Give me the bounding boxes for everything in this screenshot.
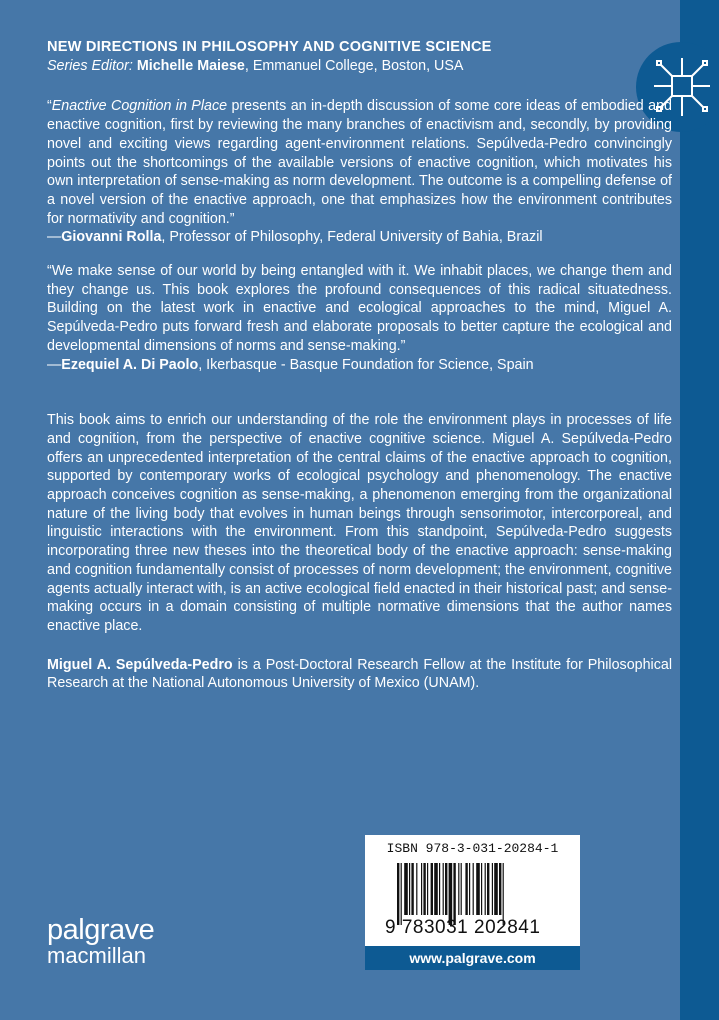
barcode-bar: [416, 863, 417, 915]
publisher-logo: [47, 914, 155, 968]
barcode-bar: [434, 863, 438, 915]
endorser-affiliation: , Professor of Philosophy, Federal University of Bahia, Brazil: [161, 229, 543, 246]
quote-text: presents an in-depth discussion of some core ideas of embodied and enactive cognition, first by reviewing the many branches of enactivism and, secondly, by providing novel and exciting views regarding agent-environment relations. Sepúlveda-Pedro convincingly points out the shortcomings of the available versions of enactive cognition, which motivates his own interpretation of sense-making as norm development. The outcome is a compelling defense of a novel version of the enactive approach, one that emphasizes how the environment contributes for normativity and cognition.”: [47, 98, 672, 227]
barcode-bar: [499, 863, 501, 915]
series-title: NEW DIRECTIONS IN PHILOSOPHY AND COGNITIVE SCIENCE: [47, 39, 492, 55]
endorser-name: Giovanni Rolla: [61, 229, 162, 246]
barcode-bar: [411, 863, 413, 915]
barcode-bar: [494, 863, 498, 915]
endorsement-quote-2: “We make sense of our world by being entangled with it. We inhabit places, we change them and they change us. This book explores the profound consequences of this radical situatedness. Building on the latest work in enactive and ecological approaches to the mind, Miguel A. Sepúlveda-Pedro puts forward fresh and elaborate proposals to better capture the ecological and developmental dimensions of norms and sense-making.”: [47, 263, 672, 354]
author-name: Miguel A. Sepúlveda-Pedro: [47, 656, 233, 673]
book-title: Enactive Cognition in Place: [51, 98, 228, 115]
editor-name: Michelle Maiese: [136, 57, 245, 74]
barcode-bar: [481, 863, 482, 915]
barcode-bar: [427, 863, 428, 915]
barcode-bar: [397, 863, 399, 925]
editor-affiliation: , Emmanuel College, Boston, USA: [244, 57, 464, 74]
series-editor: [47, 57, 672, 76]
endorser-name: Ezequiel A. Di Paolo: [61, 356, 199, 373]
barcode-bar: [423, 863, 425, 915]
quote-mark: “: [47, 98, 52, 115]
barcode-bar: [487, 863, 489, 915]
barcode-bar: [461, 863, 462, 915]
logo-line-1: palgrave: [47, 914, 155, 946]
barcode-bar: [492, 863, 493, 915]
barcode-bar: [503, 863, 504, 925]
barcode-bar: [476, 863, 480, 915]
barcode-bar: [439, 863, 440, 915]
barcode-bar: [431, 863, 433, 915]
barcode-bar: [458, 863, 459, 915]
back-cover-text: [47, 38, 672, 693]
isbn-barcode: [365, 835, 580, 948]
book-description: This book aims to enrich our understanding of the role the environment plays in processes of life and cognition, from the perspective of enactive cognitive science. Miguel A. Sepúlveda-Pedro offers an unprecedented interpretation of the central claims of the enactive approach to cognition, supported by contemporary works of ecological psychology and phenomenology. The enactive approach conceives cognition as sense-making, a phenomenon emerging from the organizational nature of the living body that evolves in human beings through sensorimotor, intercorporeal, and linguistic interactions with the environment. From this standpoint, Sepúlveda-Pedro suggests incorporating three new theses into the theoretical body of the enactive approach: sense-making and cognition fundamentally consist of processes of norm development; the environment, cognitive agents actually interact with, is an active ecological field enacted in their historical past; and sense-making occurs in a domain consisting of multiple normative dimensions that the author names enactive place.: [47, 412, 672, 634]
barcode-bar: [485, 863, 486, 915]
barcode-bar: [421, 863, 422, 915]
barcode-bar: [409, 863, 410, 915]
dash: —: [47, 229, 62, 246]
barcode-bar: [469, 863, 470, 915]
barcode-bar: [449, 863, 453, 925]
barcode-bar: [443, 863, 444, 915]
endorser-affiliation: , Ikerbasque - Basque Foundation for Science, Spain: [198, 356, 534, 373]
barcode-bar: [445, 863, 447, 915]
publisher-url[interactable]: www.palgrave.com: [365, 946, 580, 970]
barcode-bar: [473, 863, 474, 915]
barcode-digits: 9 783031 202841: [385, 917, 541, 938]
editor-label: Series Editor:: [47, 57, 133, 74]
barcode-bars: [397, 863, 547, 925]
author-bio-text: is a Post-Doctoral Research Fellow at the Institute for Philosophical Research at the National Autonomous University of Mexico (UNAM).: [47, 656, 672, 692]
barcode-bar: [453, 863, 455, 925]
dash: —: [47, 356, 62, 373]
logo-line-2: macmillan: [47, 943, 147, 968]
endorsement-attribution-1: [47, 228, 672, 247]
spine-strip: [680, 0, 719, 1020]
endorsement-quote-1: [47, 97, 672, 228]
barcode-bar: [465, 863, 467, 915]
barcode-bar: [401, 863, 402, 925]
isbn-label: ISBN 978-3-031-20284-1: [386, 841, 559, 856]
barcode-bar: [404, 863, 408, 915]
endorsement-attribution-2: [47, 356, 672, 375]
author-bio: [47, 656, 672, 693]
